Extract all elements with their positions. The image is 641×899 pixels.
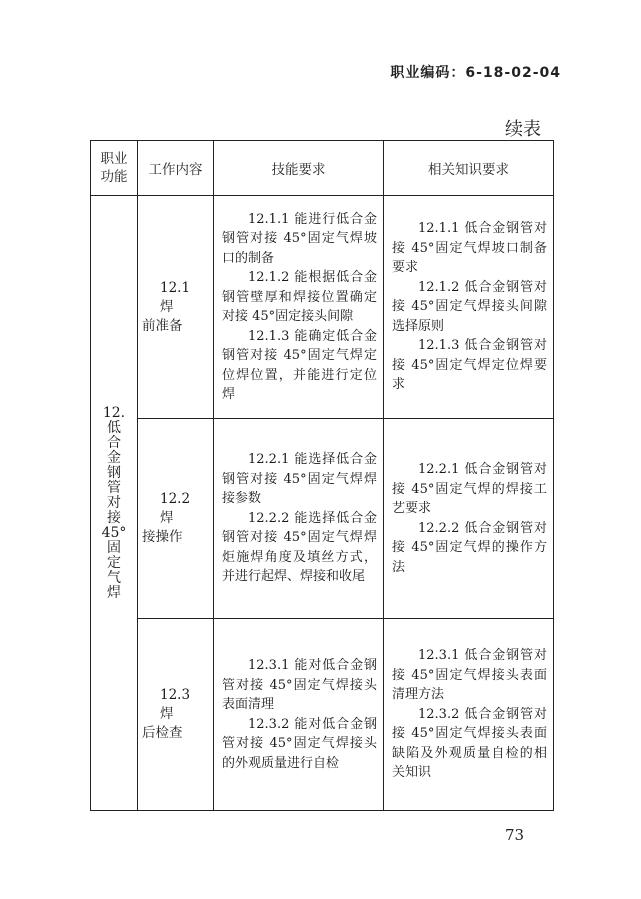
skill-item: 12.1.1 能进行低合金钢管对接 45°固定气焊坡口的制备 (222, 211, 377, 266)
table-header-row (91, 141, 554, 196)
knowledge-item: 12.2.1 低合金钢管对接 45°固定气焊的焊接工艺要求 (392, 462, 547, 516)
function-char: 焊 (107, 584, 121, 601)
function-char: 钢 (107, 464, 121, 481)
skill-item: 12.1.3 能确定低合金钢管对接 45°固定气焊定位焊位置，并能进行定位焊 (222, 328, 377, 402)
function-char: 对 (107, 494, 121, 511)
work-content-cell (138, 419, 214, 619)
work-content-line: 12.3 焊 (160, 687, 204, 722)
table-row (91, 619, 554, 811)
function-char: 定 (107, 554, 121, 571)
header-function (91, 141, 138, 196)
function-char: 合 (107, 434, 121, 451)
skill-item: 12.2.2 能选择低合金钢管对接 45°固定气焊焊炬施焊角度及填丝方式，并进行起焊、焊接和收尾 (222, 510, 377, 585)
knowledge-cell (384, 619, 554, 811)
header-skill: 技能要求 (214, 141, 384, 196)
knowledge-cell (384, 419, 554, 619)
skill-item: 12.3.2 能对低合金钢管对接 45°固定气焊接头的外观质量进行自检 (222, 716, 377, 771)
function-char: 低 (107, 419, 121, 436)
knowledge-item: 12.1.1 低合金钢管对接 45°固定气焊坡口制备要求 (392, 221, 547, 276)
occupation-code: 职业编码：6-18-02-04 (390, 65, 561, 81)
knowledge-item: 12.3.2 低合金钢管对接 45°固定气焊接头表面缺陷及外观质量自检的相关知识 (392, 706, 547, 781)
knowledge-item: 12.1.2 低合金钢管对接 45°固定气焊接头间隙选择原则 (392, 279, 547, 334)
function-char: 12. (102, 404, 126, 421)
function-char: 气 (107, 569, 121, 586)
function-char: 45° (101, 524, 127, 541)
function-char: 管 (107, 479, 121, 496)
skill-cell (214, 419, 384, 619)
function-char: 固 (107, 539, 121, 556)
page-number: 73 (505, 826, 525, 844)
function-char: 接 (107, 509, 121, 526)
header-function-line: 职业 (100, 151, 128, 167)
knowledge-item: 12.3.1 低合金钢管对接 45°固定气焊接头表面清理方法 (392, 648, 547, 703)
work-content-line: 前准备 (142, 317, 183, 334)
work-content-line: 后检查 (142, 725, 183, 741)
knowledge-item: 12.2.2 低合金钢管对接 45°固定气焊的操作方法 (392, 520, 547, 575)
header-knowledge: 相关知识要求 (384, 141, 554, 196)
continued-label: 续表 (505, 119, 541, 140)
skill-item: 12.1.2 能根据低合金钢管壁厚和焊接位置确定对接 45°固定接头间隙 (222, 270, 377, 324)
skill-cell (214, 619, 384, 811)
table-row (91, 419, 554, 619)
skill-item: 12.3.1 能对低合金钢管对接 45°固定气焊接头表面清理 (222, 658, 377, 712)
work-content-line: 接操作 (142, 529, 183, 545)
work-content-line: 12.1 焊 (160, 279, 204, 315)
skill-cell (214, 196, 384, 419)
knowledge-cell (384, 196, 554, 419)
work-content-cell (138, 196, 214, 419)
skill-item: 12.2.1 能选择低合金钢管对接 45°固定气焊焊接参数 (222, 452, 377, 507)
header-function-line: 功能 (100, 169, 128, 185)
function-char: 金 (107, 449, 121, 466)
table-row (91, 196, 554, 419)
function-cell (91, 196, 138, 811)
header-work: 工作内容 (138, 141, 214, 196)
skills-table (90, 140, 554, 811)
work-content-cell (138, 619, 214, 811)
work-content-line: 12.2 焊 (160, 491, 204, 526)
knowledge-item: 12.1.3 低合金钢管对接 45°固定气焊定位焊要求 (392, 338, 547, 393)
